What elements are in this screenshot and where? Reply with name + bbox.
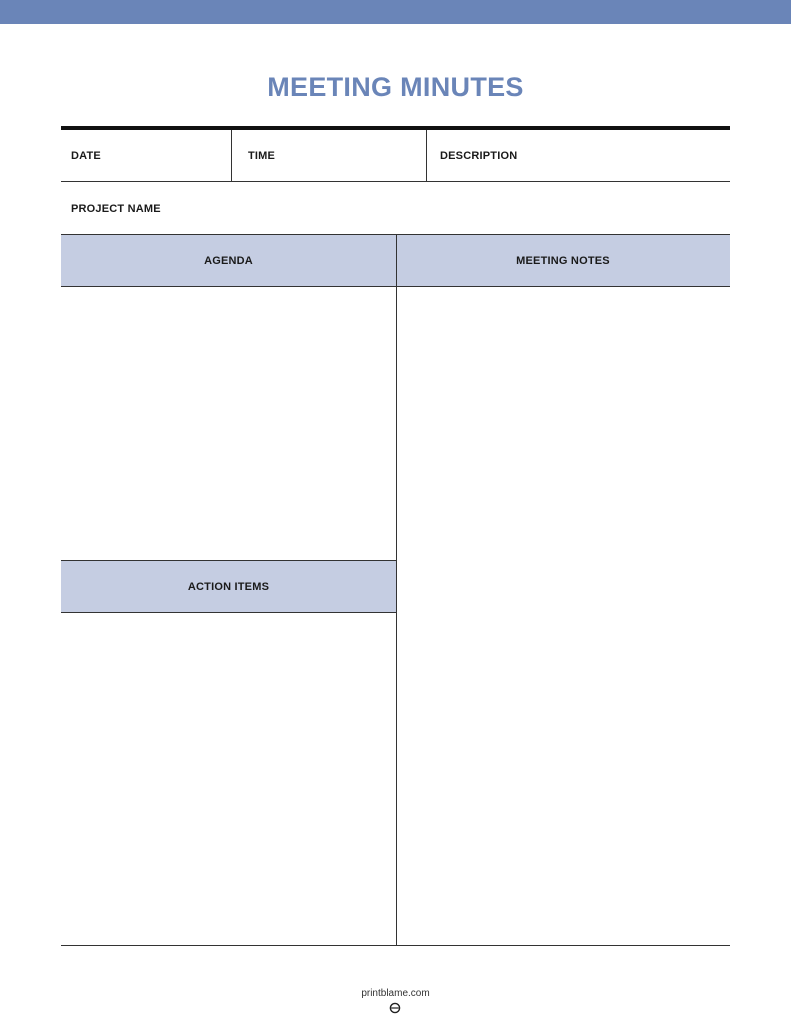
content-bottom-rule — [61, 945, 730, 946]
date-label: DATE — [71, 150, 101, 162]
time-description-divider — [426, 130, 427, 181]
agenda-writing-area[interactable] — [61, 287, 396, 560]
description-label: DESCRIPTION — [440, 150, 518, 162]
info-row-bottom-rule — [61, 181, 730, 182]
action-items-header: ACTION ITEMS — [61, 560, 396, 613]
date-time-divider — [231, 130, 232, 181]
header-top-rule — [61, 126, 730, 130]
meeting-notes-writing-area[interactable] — [397, 287, 730, 945]
agenda-header: AGENDA — [61, 234, 396, 287]
meeting-notes-header: MEETING NOTES — [396, 234, 730, 287]
footer-site: printblame.com — [361, 988, 430, 999]
page-title: MEETING MINUTES — [267, 72, 524, 102]
time-label: TIME — [248, 150, 276, 162]
printblame-logo-icon — [389, 1001, 401, 1019]
top-color-band — [0, 0, 791, 24]
action-items-writing-area[interactable] — [61, 613, 396, 945]
project-name-label: PROJECT NAME — [71, 203, 161, 215]
